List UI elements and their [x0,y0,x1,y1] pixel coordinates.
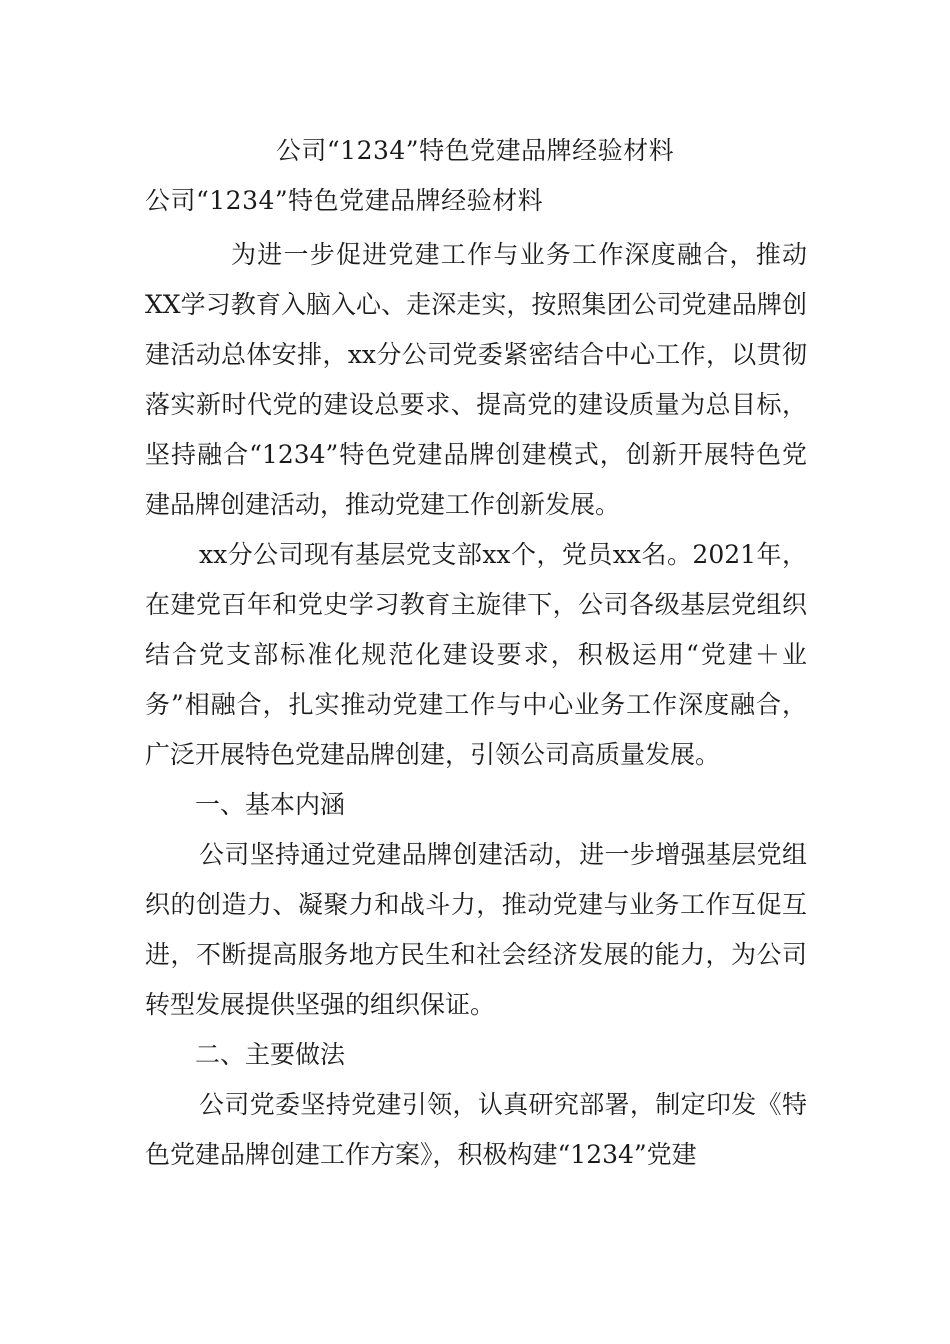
document-title: 公司“1234”特色党建品牌经验材料 [275,136,675,165]
intro-paragraph: 为进一步促进党建工作与业务工作深度融合，推动XX学习教育入脑入心、走深走实，按照集团公司党建品牌创建活动总体安排，xx分公司党委紧密结合中心工作，以贯彻落实新时代党的建设总要求、提高党的建设质量为总目标，坚持融合“1234”特色党建品牌创建模式，创新开展特色党建品牌创建活动，推动党建工作创新发展。 [145,240,807,519]
section-heading-main-practices: 二、主要做法 [195,1040,346,1069]
section-heading-basic-connotation: 一、基本内涵 [195,790,346,819]
document-subtitle: 公司“1234”特色党建品牌经验材料 [145,186,544,215]
document-body [145,230,807,1180]
section-paragraph-basic-connotation: 公司坚持通过党建品牌创建活动，进一步增强基层党组织的创造力、凝聚力和战斗力，推动党建与业务工作互促互进，不断提高服务地方民生和社会经济发展的能力，为公司转型发展提供坚强的组织保证。 [145,840,807,1019]
section-paragraph-main-practices: 公司党委坚持党建引领，认真研究部署，制定印发《特色党建品牌创建工作方案》，积极构建“1234”党建 [145,1090,807,1169]
overview-paragraph: xx分公司现有基层党支部xx个，党员xx名。2021年，在建党百年和党史学习教育主旋律下，公司各级基层党组织结合党支部标准化规范化建设要求，积极运用“党建＋业务”相融合，扎实推动党建工作与中心业务工作深度融合，广泛开展特色党建品牌创建，引领公司高质量发展。 [145,540,807,769]
